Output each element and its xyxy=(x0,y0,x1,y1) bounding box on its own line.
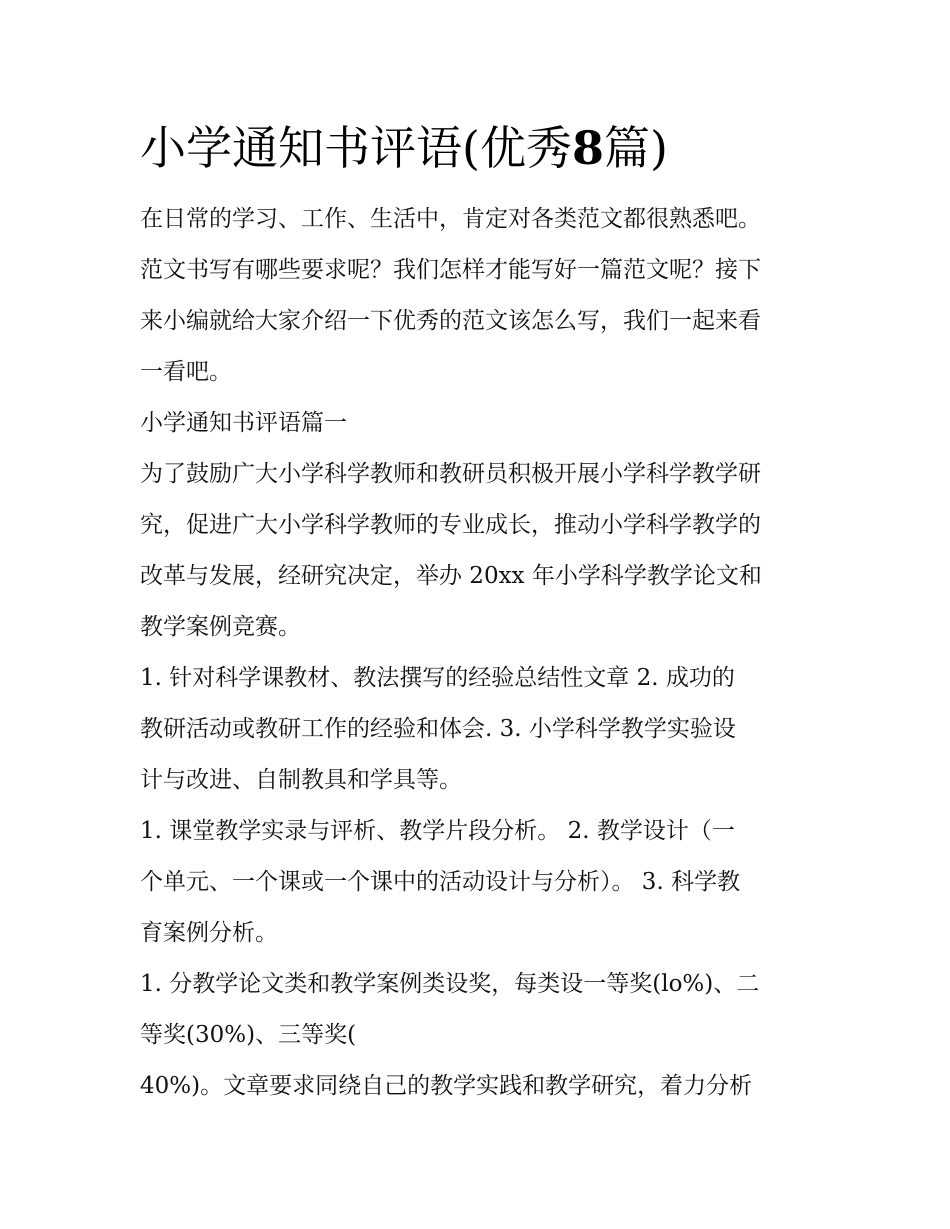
intro-line-1: 在日常的学习、工作、生活中，肯定对各类范文都很熟悉吧。 xyxy=(140,206,761,232)
document-title xyxy=(140,118,668,178)
title-prefix: 小学通知书评语(优秀 xyxy=(140,121,572,175)
list-line: 个单元、一个课或一个课中的活动设计与分析）。 3. 科学教 xyxy=(140,869,741,895)
list-line: 1. 针对科学课教材、教法撰写的经验总结性文章 2. 成功的 xyxy=(140,665,735,691)
list-line: 育案例分析。 xyxy=(140,920,278,946)
paragraph-line: 改革与发展，经研究决定，举办 20xx 年小学科学教学论文和 xyxy=(140,563,762,589)
intro-line-2: 范文书写有哪些要求呢？我们怎样才能写好一篇范文呢？接下 xyxy=(140,257,761,283)
list-line: 1. 课堂教学实录与评析、教学片段分析。 2. 教学设计（一 xyxy=(140,818,735,844)
list-line: 计与改进、自制教具和学具等。 xyxy=(140,767,462,793)
title-suffix: 篇) xyxy=(603,121,668,175)
title-number: 8 xyxy=(571,121,604,175)
paragraph-line: 究，促进广大小学科学教师的专业成长，推动小学科学教学的 xyxy=(140,512,761,538)
paragraph-line: 教学案例竞赛。 xyxy=(140,614,301,640)
paragraph-line: 为了鼓励广大小学科学教师和教研员积极开展小学科学教学研 xyxy=(140,461,761,487)
list-line: 1. 分教学论文类和教学案例类设奖，每类设一等奖(lo%)、二 xyxy=(140,971,760,997)
intro-line-3: 来小编就给大家介绍一下优秀的范文该怎么写，我们一起来看 xyxy=(140,308,761,334)
section-heading: 小学通知书评语篇一 xyxy=(140,410,347,436)
list-line: 40%)。文章要求同绕自己的教学实践和教学研究，着力分析 xyxy=(140,1073,753,1099)
intro-line-4: 一看吧。 xyxy=(140,359,232,385)
list-line: 教研活动或教研工作的经验和体会. 3. 小学科学教学实验设 xyxy=(140,716,736,742)
list-line: 等奖(30%)、三等奖( xyxy=(140,1022,357,1048)
